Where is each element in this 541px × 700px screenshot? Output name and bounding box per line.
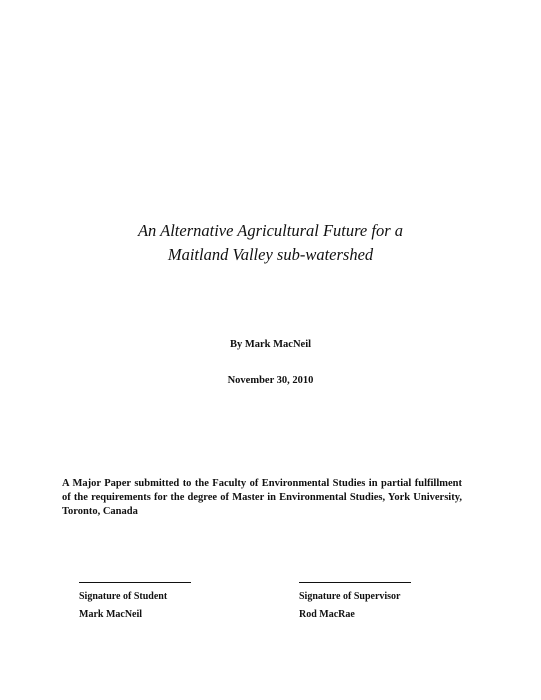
supervisor-signature-block (299, 582, 419, 622)
supervisor-signature-line (299, 582, 411, 583)
supervisor-signature-label: Signature of Supervisor (299, 591, 401, 602)
paper-title (0, 219, 541, 267)
paper-title-line-1: An Alternative Agricultural Future for a (137, 221, 404, 240)
student-name: Mark MacNeil (79, 609, 143, 620)
submission-date: November 30, 2010 (227, 375, 314, 386)
paper-title-line-2: Maitland Valley sub-watershed (167, 245, 374, 264)
author-line: By Mark MacNeil (229, 339, 312, 350)
submission-statement: A Major Paper submitted to the Faculty of Environmental Studies in partial fulfillment of the requirements for the degree of Master in Environmental Studies, York University, Toronto, Canada (62, 478, 462, 517)
student-signature-label: Signature of Student (79, 591, 168, 602)
student-signature-block (79, 582, 199, 622)
student-signature-line (79, 582, 191, 583)
supervisor-name: Rod MacRae (299, 609, 355, 620)
